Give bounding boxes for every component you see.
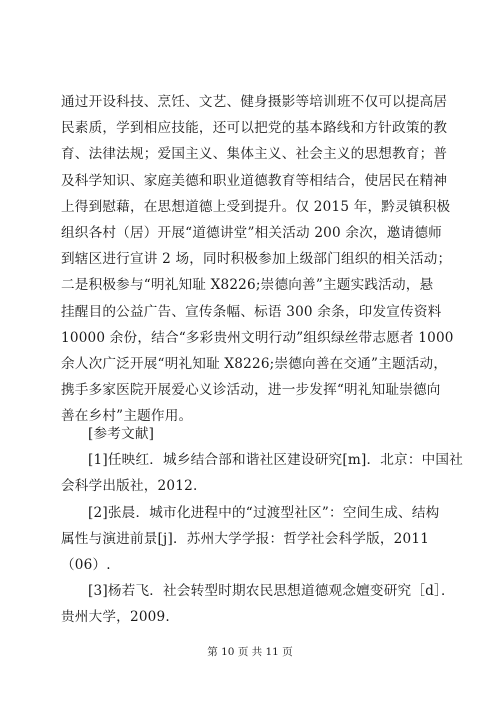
reference-3-line: [3]杨若飞．社会转型时期农民思想道德观念嬗变研究［d］． — [88, 583, 455, 600]
text-line: 组织各村（居）开展“道德讲堂”相关活动 200 余次，邀请德师 — [61, 224, 442, 241]
body-paragraph — [61, 89, 454, 429]
page-footer: 第 10 页 共 11 页 — [207, 646, 293, 658]
text-line: 善在乡村”主题作用。 — [61, 408, 193, 425]
text-line: 余人次广泛开展“明礼知耻 X8226;崇德向善在交通”主题活动， — [61, 355, 448, 372]
reference-2-line: [2]张晨．城市化进程中的“过渡型社区”：空间生成、结构 — [88, 504, 440, 521]
text-line: 上得到慰藉，在思想道德上受到提升。仅 2015 年，黔灵镇积极 — [61, 198, 451, 215]
reference-2-line: （06）. — [61, 556, 111, 573]
text-line: 二是积极参与“明礼知耻 X8226;崇德向善”主题实践活动，悬 — [61, 277, 434, 294]
references-section — [61, 421, 464, 631]
text-line: 10000 余份，结合“多彩贵州文明行动”组织绿丝带志愿者 1000 — [61, 329, 454, 346]
reference-1-line: [1]任映红．城乡结合部和谐社区建设研究[m]．北京：中国社 — [88, 452, 464, 469]
reference-1-line: 会科学出版社，2012. — [61, 478, 198, 495]
reference-3-line: 贵州大学，2009. — [61, 609, 170, 626]
text-line: 通过开设科技、烹饪、文艺、健身摄影等培训班不仅可以提高居 — [61, 94, 448, 110]
text-line: 育、法律法规；爱国主义、集体主义、社会主义的思想教育；普 — [61, 146, 448, 163]
text-line: 民素质，学到相应技能，还可以把党的基本路线和方针政策的教 — [61, 120, 448, 137]
references-heading: [参考文献] — [88, 426, 155, 442]
text-line: 到辖区进行宣讲 2 场，同时积极参加上级部门组织的相关活动； — [61, 251, 452, 268]
text-line: 携手多家医院开展爱心义诊活动，进一步发挥“明礼知耻崇德向 — [61, 382, 441, 399]
text-line: 挂醒目的公益广告、宣传条幅、标语 300 余条，印发宣传资料 — [61, 303, 442, 320]
reference-2-line: 属性与演进前景[j]．苏州大学学报：哲学社会科学版，2011 — [61, 530, 430, 547]
text-line: 及科学知识、家庭美德和职业道德教育等相结合，使居民在精神 — [61, 172, 448, 189]
